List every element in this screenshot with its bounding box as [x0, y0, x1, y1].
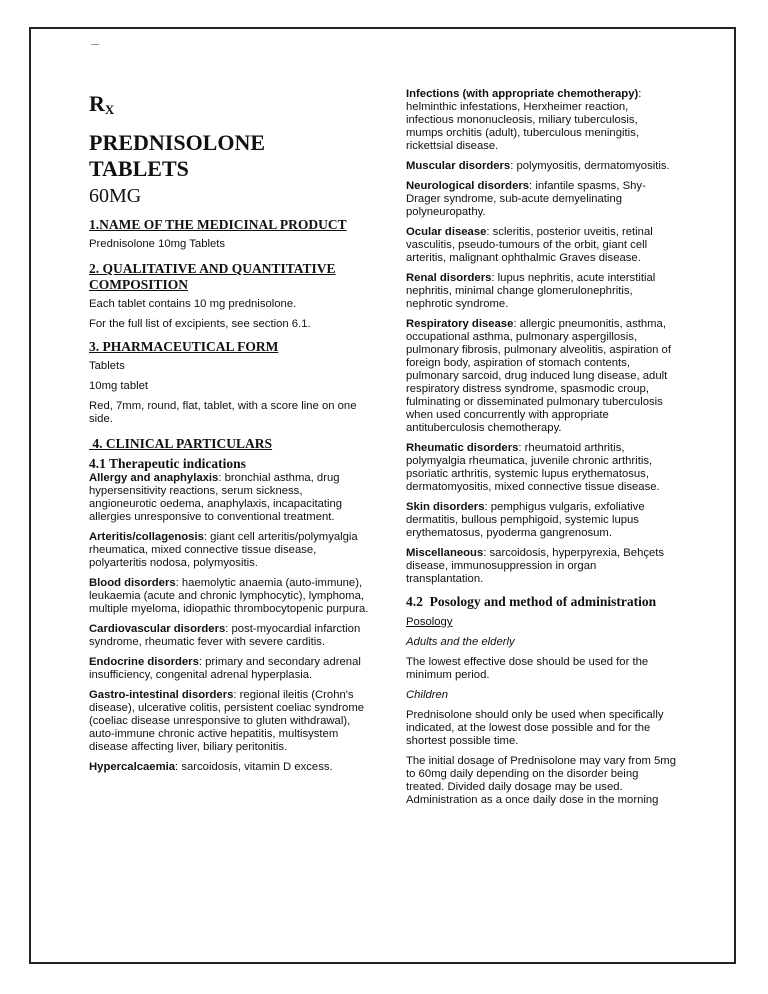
right-column: [406, 88, 676, 814]
left-column: [89, 92, 371, 781]
section-2-heading: 2. QUALITATIVE AND QUANTITATIVE COMPOSITION: [89, 261, 336, 292]
section-1-heading: 1.NAME OF THE MEDICINAL PRODUCT: [89, 217, 347, 232]
indication-item: Muscular disorders: polymyositis, dermatomyositis.: [406, 160, 670, 172]
section-4-2-heading: 4.2 Posology and method of administration: [406, 594, 657, 609]
section-3-p2: 10mg tablet: [89, 380, 149, 392]
children-text: Prednisolone should only be used when specifically indicated, at the lowest dose possible and for the shortest possible time.: [406, 709, 664, 747]
section-2-p2: For the full list of excipients, see section 6.1.: [89, 318, 311, 330]
indication-item: Miscellaneous: sarcoidosis, hyperpyrexia, Behçets disease, immunosuppression in organ transplantation.: [406, 547, 665, 585]
indication-item: Renal disorders: lupus nephritis, acute interstitial nephritis, minimal change glomerulonephritis, nephrotic syndrome.: [406, 272, 656, 310]
indication-item: Gastro-intestinal disorders: regional ileitis (Crohn's disease), ulcerative colitis, persistent coeliac syndrome (coeliac disease unresponsive to gluten withdrawal), auto-immune chronic active hepatitis, multisystem disease affecting liver, biliary peritonitis.: [89, 689, 365, 753]
section-4-1-heading: 4.1 Therapeutic indications: [89, 456, 246, 471]
indication-item: Arteritis/collagenosis: giant cell arteritis/polymyalgia rheumatica, mixed connective tissue disease, polyarteritis nodosa, polymyositis.: [89, 531, 358, 569]
indication-item: Infections (with appropriate chemotherapy): helminthic infestations, Herxheimer reaction, infectious mononucleosis, miliary tuberculosis, mumps orchitis (adult), tuberculous meningitis, rickettsial disease.: [406, 88, 642, 152]
indication-item: Blood disorders: haemolytic anaemia (auto-immune), leukaemia (acute and chronic lymphocytic), lymphoma, multiple myeloma, idiopathic thrombocytopenic purpura.: [89, 577, 369, 615]
header-mark: [91, 44, 99, 45]
section-3-p1: Tablets: [89, 360, 125, 372]
section-4-heading: 4. CLINICAL PARTICULARS: [89, 436, 273, 451]
product-strength: 60MG: [89, 185, 142, 207]
product-title-line1: PREDNISOLONE: [89, 130, 266, 155]
product-title-line2: TABLETS: [89, 156, 189, 181]
indication-item: Skin disorders: pemphigus vulgaris, exfoliative dermatitis, bullous pemphigoid, systemic lupus erythematosus, pyoderma gangrenosum.: [406, 501, 645, 539]
adults-label: Adults and the elderly: [406, 636, 515, 648]
indication-item: Neurological disorders: infantile spasms, Shy-Drager syndrome, sub-acute demyelinating polyneuropathy.: [406, 180, 646, 218]
initial-dosage-text: The initial dosage of Prednisolone may vary from 5mg to 60mg daily depending on the disorder being treated. Divided daily dosage may be used. Administration as a once daily dose in the morning: [406, 755, 677, 806]
indication-item: Respiratory disease: allergic pneumonitis, asthma, occupational asthma, pulmonary aspergillosis, pulmonary fibrosis, pulmonary alveolitis, aspiration of foreign body, aspiration of stomach contents, pulmonary sarcoid, drug induced lung disease, adult respiratory distress syndrome, spasmodic croup, fulminating or disseminated pulmonary tuberculosis when used concurrently with appropriate antituberculosis chemotherapy.: [406, 318, 671, 434]
section-3-heading: 3. PHARMACEUTICAL FORM: [89, 339, 279, 354]
section-1-text: Prednisolone 10mg Tablets: [89, 238, 226, 250]
indication-item: Rheumatic disorders: rheumatoid arthritis, polymyalgia rheumatica, juvenile chronic arthritis, psoriatic arthritis, systemic lupus erythematosus, dermatomyositis, mixed connective tissue disease.: [406, 442, 660, 493]
indication-item: Endocrine disorders: primary and secondary adrenal insufficiency, congenital adrenal hyperplasia.: [89, 656, 361, 681]
indication-item: Allergy and anaphylaxis: bronchial asthma, drug hypersensitivity reactions, serum sickness, angioneurotic oedema, anaphylaxis, incapacitating allergies unresponsive to conventional treatment.: [89, 472, 343, 523]
adults-text: The lowest effective dose should be used for the minimum period.: [406, 656, 649, 681]
posology-label: Posology: [406, 616, 453, 628]
indication-item: Cardiovascular disorders: post-myocardial infarction syndrome, rheumatic fever with severe carditis.: [89, 623, 361, 648]
section-3-p3: Red, 7mm, round, flat, tablet, with a score line on one side.: [89, 400, 357, 425]
children-label: Children: [406, 689, 449, 701]
rx-symbol: $R_X$: [89, 91, 115, 117]
indication-item: Ocular disease: scleritis, posterior uveitis, retinal vasculitis, pseudo-tumours of the orbit, giant cell arteritis, malignant ophthalmic Graves disease.: [406, 226, 653, 264]
indication-item: Hypercalcaemia: sarcoidosis, vitamin D excess.: [89, 761, 333, 773]
section-2-p1: Each tablet contains 10 mg prednisolone.: [89, 298, 297, 310]
